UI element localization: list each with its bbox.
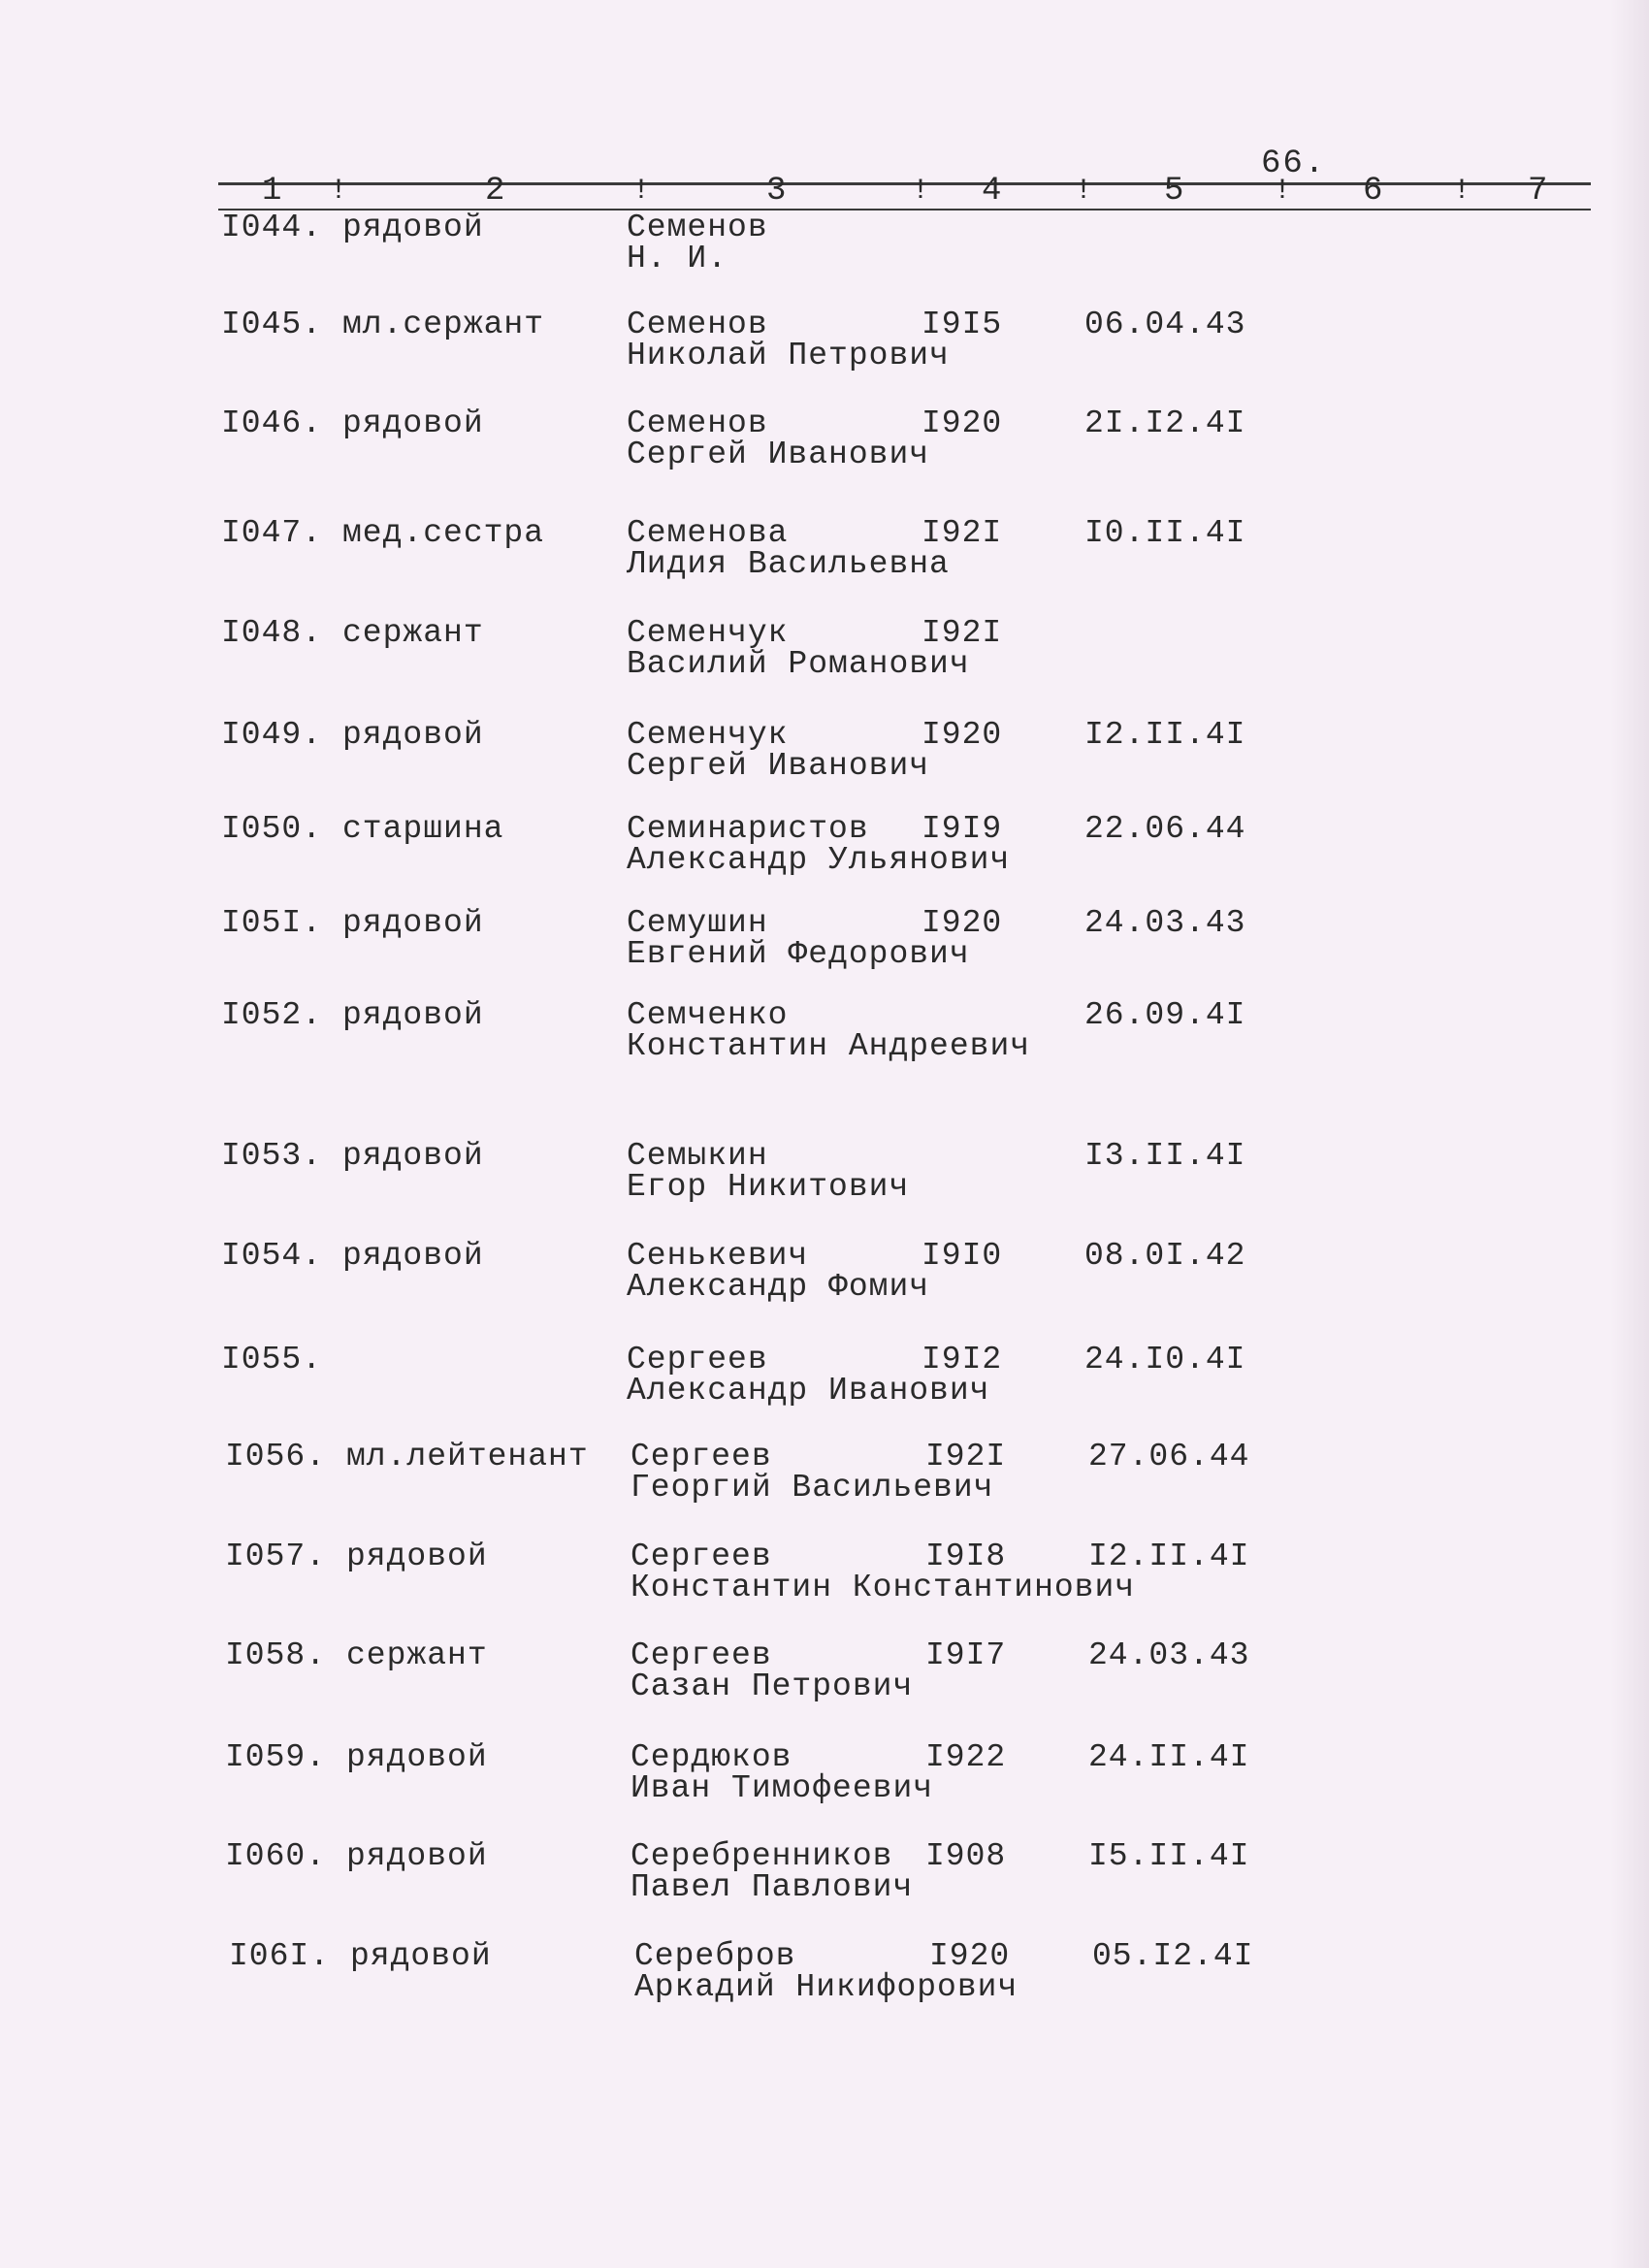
- entry-surname: Семенчук: [627, 615, 789, 651]
- column-separator: !: [912, 175, 930, 208]
- entry-rank: рядовой: [342, 717, 484, 753]
- column-header-3: 3: [766, 173, 787, 210]
- entry-given-names: Константин Константинович: [630, 1570, 1136, 1605]
- entry-rank: рядовой: [342, 405, 484, 441]
- entry-surname: Семыкин: [627, 1138, 768, 1174]
- column-header-5: 5: [1164, 173, 1184, 210]
- entry-given-names: Сазан Петрович: [630, 1669, 914, 1704]
- entry-number: I049.: [221, 717, 323, 753]
- entry-number: I06I.: [229, 1938, 331, 1974]
- entry-given-names: Константин Андреевич: [627, 1028, 1031, 1064]
- column-separator: !: [1453, 175, 1471, 208]
- entry-number: I060.: [225, 1838, 327, 1874]
- entry-number: I058.: [225, 1637, 327, 1673]
- entry-given-names: Александр Фомич: [627, 1269, 930, 1305]
- entry-birth-year: I920: [929, 1938, 1011, 1974]
- entry-birth-year: I9I7: [925, 1637, 1007, 1673]
- entry-birth-year: I92I: [922, 615, 1003, 651]
- column-separator: !: [1075, 175, 1093, 208]
- header-rule-top: [218, 182, 1591, 185]
- entry-number: I045.: [221, 307, 323, 342]
- entry-birth-year: I9I2: [922, 1342, 1003, 1377]
- entry-birth-year: I9I8: [925, 1539, 1007, 1574]
- entry-rank: рядовой: [346, 1739, 488, 1775]
- entry-number: I053.: [221, 1138, 323, 1174]
- list-item: [229, 1938, 1254, 2196]
- page-edge-shadow: [1610, 0, 1649, 2268]
- entry-rank: рядовой: [342, 210, 484, 245]
- entry-surname: Сергеев: [630, 1539, 772, 1574]
- entry-number: I055.: [221, 1342, 323, 1377]
- entry-surname: Сергеев: [630, 1439, 772, 1474]
- entry-date: 2I.I2.4I: [1084, 405, 1246, 441]
- entry-birth-year: I92I: [922, 515, 1003, 551]
- entry-number: I059.: [225, 1739, 327, 1775]
- entry-rank: рядовой: [342, 905, 484, 941]
- entry-given-names: Георгий Васильевич: [630, 1470, 994, 1506]
- column-separator: !: [1274, 175, 1292, 208]
- entry-number: I057.: [225, 1539, 327, 1574]
- entry-given-names: Сергей Иванович: [627, 748, 930, 784]
- entry-given-names: Александр Иванович: [627, 1373, 990, 1409]
- entry-birth-year: I9I0: [922, 1238, 1003, 1274]
- entry-surname: Семченко: [627, 997, 789, 1033]
- entry-rank: мед.сестра: [342, 515, 545, 551]
- entry-rank: рядовой: [346, 1539, 488, 1574]
- column-header-7: 7: [1528, 173, 1548, 210]
- entry-birth-year: I920: [922, 905, 1003, 941]
- column-header-2: 2: [485, 173, 505, 210]
- entry-birth-year: I922: [925, 1739, 1007, 1775]
- entry-surname: Семинаристов: [627, 811, 869, 847]
- entry-date: 26.09.4I: [1084, 997, 1246, 1033]
- entry-number: I050.: [221, 811, 323, 847]
- entry-given-names: Павел Павлович: [630, 1869, 914, 1905]
- entry-given-names: Лидия Васильевна: [627, 546, 950, 582]
- entry-rank: рядовой: [342, 997, 484, 1033]
- entry-birth-year: I9I5: [922, 307, 1003, 342]
- entry-rank: рядовой: [350, 1938, 492, 1974]
- entry-date: 24.I0.4I: [1084, 1342, 1246, 1377]
- entry-date: 24.II.4I: [1088, 1739, 1250, 1775]
- entry-birth-year: I908: [925, 1838, 1007, 1874]
- entry-date: 05.I2.4I: [1092, 1938, 1254, 1974]
- entry-date: I5.II.4I: [1088, 1838, 1250, 1874]
- entry-given-names: Аркадий Никифорович: [634, 1969, 1018, 2005]
- entry-rank: сержант: [346, 1637, 488, 1673]
- page-number: 66.: [1261, 146, 1327, 182]
- entry-number: I047.: [221, 515, 323, 551]
- entry-surname: Семенов: [627, 405, 768, 441]
- entry-rank: мл.лейтенант: [346, 1439, 589, 1474]
- entry-date: I2.II.4I: [1084, 717, 1246, 753]
- entry-given-names: Н. И.: [627, 241, 728, 276]
- entry-surname: Семушин: [627, 905, 768, 941]
- entry-rank: рядовой: [342, 1238, 484, 1274]
- entry-given-names: Александр Ульянович: [627, 842, 1011, 878]
- entry-given-names: Евгений Федорович: [627, 936, 970, 972]
- entry-date: I0.II.4I: [1084, 515, 1246, 551]
- entry-rank: сержант: [342, 615, 484, 651]
- entry-birth-year: I920: [922, 717, 1003, 753]
- entry-surname: Сергеев: [627, 1342, 768, 1377]
- entry-date: I2.II.4I: [1088, 1539, 1250, 1574]
- entry-date: 24.03.43: [1084, 905, 1246, 941]
- entry-surname: Сергеев: [630, 1637, 772, 1673]
- entry-rank: мл.сержант: [342, 307, 545, 342]
- entry-date: 22.06.44: [1084, 811, 1246, 847]
- entry-surname: Семенов: [627, 210, 768, 245]
- entry-surname: Семенова: [627, 515, 789, 551]
- entry-surname: Сердюков: [630, 1739, 792, 1775]
- entry-birth-year: I920: [922, 405, 1003, 441]
- column-header-1: 1: [262, 173, 282, 210]
- column-header-4: 4: [982, 173, 1002, 210]
- entry-surname: Семенчук: [627, 717, 789, 753]
- column-header-6: 6: [1363, 173, 1383, 210]
- entry-given-names: Иван Тимофеевич: [630, 1770, 934, 1806]
- entry-given-names: Сергей Иванович: [627, 437, 930, 472]
- entry-given-names: Василий Романович: [627, 646, 970, 682]
- entry-number: I048.: [221, 615, 323, 651]
- entry-given-names: Егор Никитович: [627, 1169, 910, 1205]
- entry-surname: Серебренников: [630, 1838, 893, 1874]
- entry-birth-year: I9I9: [922, 811, 1003, 847]
- column-separator: !: [632, 175, 651, 208]
- entry-surname: Семенов: [627, 307, 768, 342]
- entry-birth-year: I92I: [925, 1439, 1007, 1474]
- entry-date: 27.06.44: [1088, 1439, 1250, 1474]
- entry-number: I056.: [225, 1439, 327, 1474]
- entry-rank: рядовой: [342, 1138, 484, 1174]
- entry-number: I044.: [221, 210, 323, 245]
- column-separator: !: [330, 175, 348, 208]
- entry-surname: Серебров: [634, 1938, 796, 1974]
- entry-date: I3.II.4I: [1084, 1138, 1246, 1174]
- entry-surname: Сенькевич: [627, 1238, 809, 1274]
- entry-date: 08.0I.42: [1084, 1238, 1246, 1274]
- entry-number: I046.: [221, 405, 323, 441]
- entry-rank: рядовой: [346, 1838, 488, 1874]
- entry-number: I05I.: [221, 905, 323, 941]
- entry-date: 06.04.43: [1084, 307, 1246, 342]
- entry-number: I054.: [221, 1238, 323, 1274]
- entry-date: 24.03.43: [1088, 1637, 1250, 1673]
- entry-number: I052.: [221, 997, 323, 1033]
- entry-rank: старшина: [342, 811, 504, 847]
- entry-given-names: Николай Петрович: [627, 338, 950, 373]
